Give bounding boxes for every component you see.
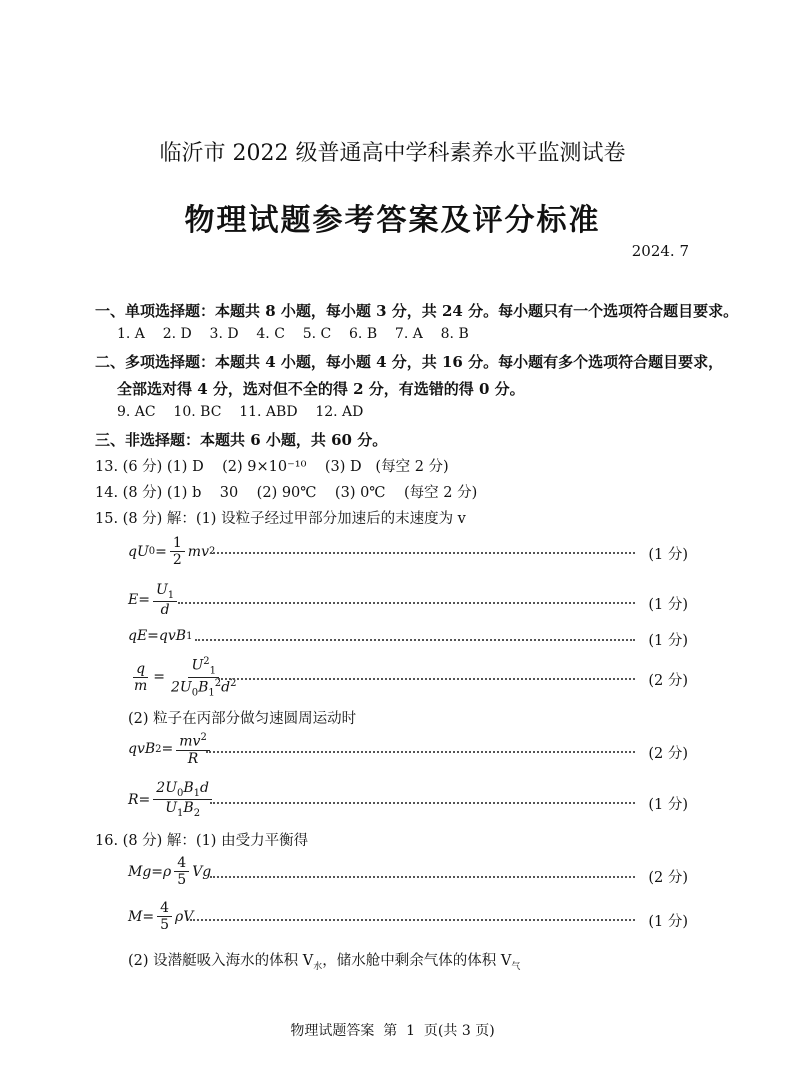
page-footer: 物理试题答案 第 1 页(共 3 页) xyxy=(290,1023,495,1039)
q15-eq4: $\frac{q}{m}$ = $\frac{U^2_1}{2U_0B_1^2d^2}$ xyxy=(134,656,237,699)
q16-eq2: M= $\frac{4}{5}$ ρV xyxy=(128,900,194,934)
leader-dots xyxy=(206,751,635,753)
section2-heading-line2: 全部选对得 4 分，选对但不全的得 2 分，有选错的得 0 分。 xyxy=(117,380,525,398)
answer-key-title: 物理试题参考答案及评分标准 xyxy=(184,203,601,238)
leader-dots xyxy=(218,678,635,680)
section1-heading: 一、单项选择题：本题共 8 小题，每小题 3 分，共 24 分。每小题只有一个选项符合题目要求。 xyxy=(95,302,739,320)
leader-dots xyxy=(190,919,635,921)
q16-eq1: Mg=ρ $\frac{4}{5}$ Vg xyxy=(128,855,212,889)
q15-eq1-score: (1 分) xyxy=(648,547,688,563)
q15-eq3: qE=qvB 1 xyxy=(128,628,193,644)
leader-dots xyxy=(210,552,635,554)
q15-eq1: qU 0 = $\frac{1}{2}$ mv 2 xyxy=(128,535,216,569)
q15-eq5: qvB 2 = $\frac{mv^2}{R}$ xyxy=(128,732,213,767)
q15-intro: 15. (8 分) 解：(1) 设粒子经过甲部分加速后的末速度为 v xyxy=(95,511,466,527)
q16-eq2-score: (1 分) xyxy=(648,914,688,930)
section2-answers: 9. AC 10. BC 11. ABD 12. AD xyxy=(117,404,364,420)
q15-eq6-score: (1 分) xyxy=(648,797,688,813)
q13-answer: 13. (6 分) (1) D (2) 9×10⁻¹⁰ (3) D (每空 2 分) xyxy=(95,459,449,475)
q15-eq4-score: (2 分) xyxy=(648,673,688,689)
exam-date: 2024. 7 xyxy=(631,242,689,260)
q15-eq6: R = $\frac{2U_0B_1d}{U_1B_2}$ xyxy=(128,780,215,820)
leader-dots xyxy=(210,876,635,878)
q15-eq5-score: (2 分) xyxy=(648,746,688,762)
q16-eq1-score: (2 分) xyxy=(648,870,688,886)
leader-dots xyxy=(178,602,635,604)
q15-eq2-score: (1 分) xyxy=(648,597,688,613)
exam-title: 临沂市 2022 级普通高中学科素养水平监测试卷 xyxy=(159,141,626,166)
q16-intro: 16. (8 分) 解：(1) 由受力平衡得 xyxy=(95,833,309,849)
q16-part2: (2) 设潜艇吸入海水的体积 $V_水$，储水舱中剩余气体的体积 $V_气$ xyxy=(128,953,521,972)
section3-heading: 三、非选择题：本题共 6 小题，共 60 分。 xyxy=(95,431,388,449)
leader-dots xyxy=(210,802,635,804)
q15-part2: (2) 粒子在丙部分做匀速圆周运动时 xyxy=(128,711,357,727)
q14-answer: 14. (8 分) (1) b 30 (2) 90℃ (3) 0℃ (每空 2 分) xyxy=(95,485,478,501)
leader-dots xyxy=(195,639,635,641)
section1-answers: 1. A 2. D 3. D 4. C 5. C 6. B 7. A 8. B xyxy=(117,326,469,342)
q15-eq2: E = $\frac{U_1}{d}$ xyxy=(128,582,180,618)
q15-eq3-score: (1 分) xyxy=(648,633,688,649)
section2-heading-line1: 二、多项选择题：本题共 4 小题，每小题 4 分，共 16 分。每小题有多个选项符合题目要求， xyxy=(95,353,724,371)
